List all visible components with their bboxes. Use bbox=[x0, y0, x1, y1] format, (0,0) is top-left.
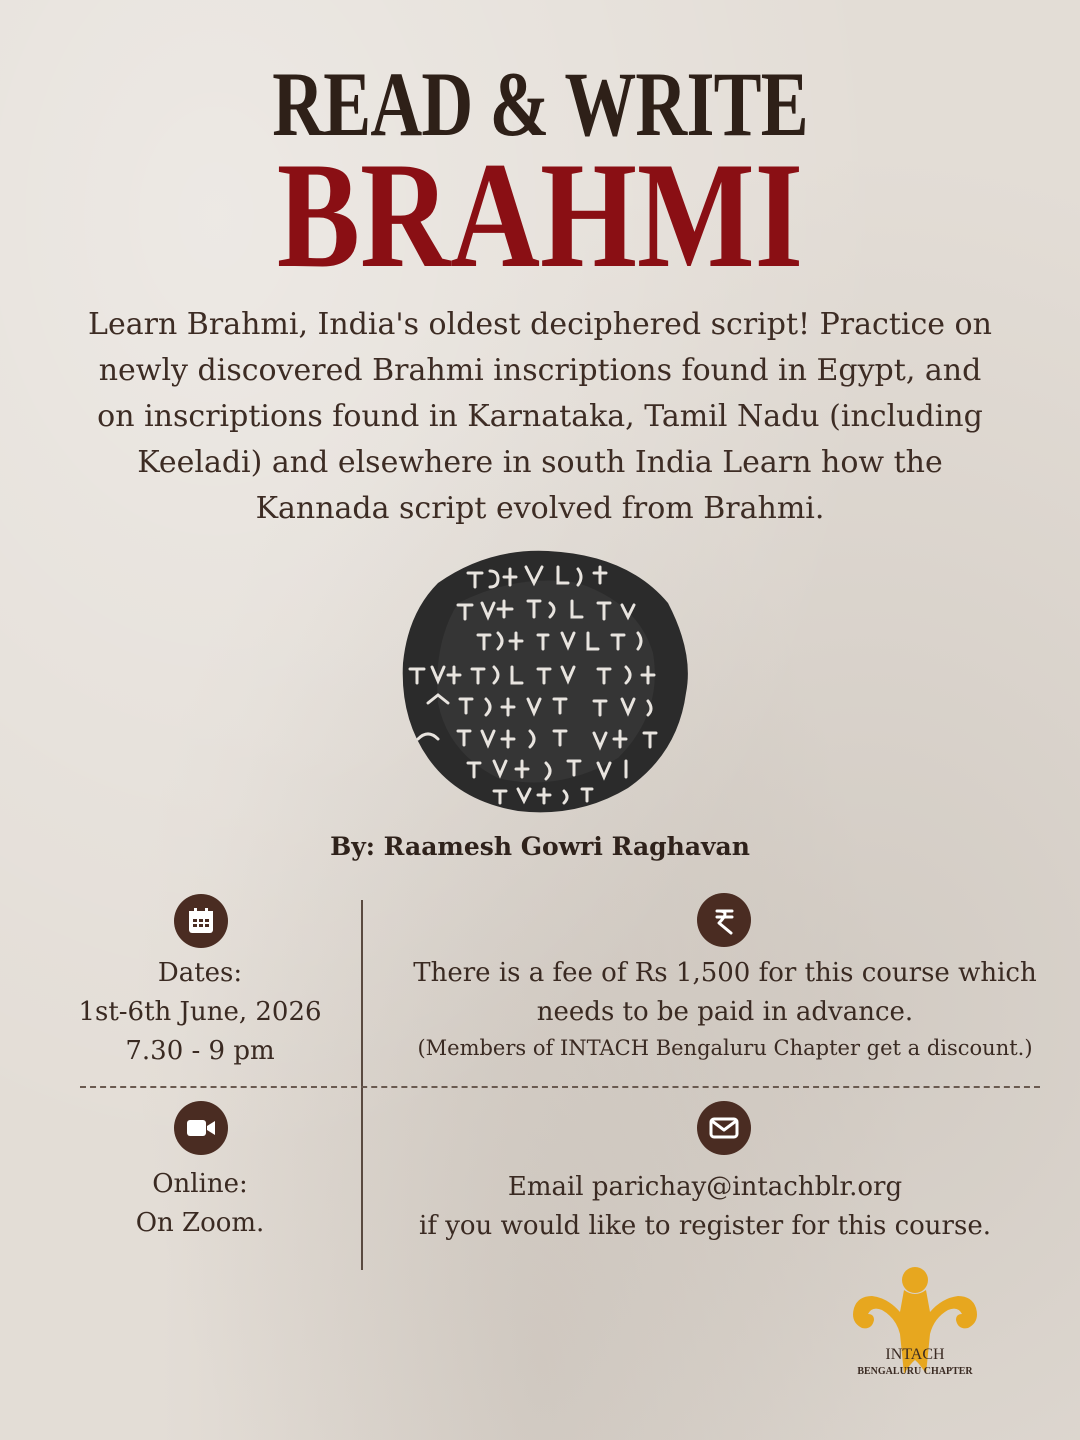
fee-line2: needs to be paid in advance. bbox=[536, 997, 914, 1027]
dates-block bbox=[40, 954, 360, 1071]
email-line1[interactable]: Email parichay@intachblr.org bbox=[507, 1172, 903, 1202]
page-title-line1: READ & WRITE bbox=[272, 53, 808, 155]
dates-range: 1st-6th June, 2026 bbox=[78, 997, 322, 1027]
email-line2: if you would like to register for this course. bbox=[419, 1211, 991, 1241]
fee-block bbox=[380, 954, 1070, 1064]
horizontal-divider bbox=[80, 1086, 1040, 1088]
envelope-icon bbox=[697, 1101, 751, 1155]
dates-time: 7.30 - 9 pm bbox=[125, 1036, 275, 1066]
fee-line1: There is a fee of Rs 1,500 for this course which bbox=[413, 958, 1037, 988]
email-block bbox=[380, 1168, 1030, 1246]
fee-note: (Members of INTACH Bengaluru Chapter get a discount.) bbox=[417, 1036, 1033, 1060]
logo-chapter: BENGALURU CHAPTER bbox=[857, 1366, 973, 1377]
brahmi-inscription-image bbox=[398, 543, 694, 819]
calendar-icon bbox=[174, 894, 228, 948]
rupee-icon bbox=[697, 893, 751, 947]
online-platform: On Zoom. bbox=[135, 1208, 265, 1238]
dates-label: Dates: bbox=[157, 958, 243, 988]
intro-paragraph: Learn Brahmi, India's oldest deciphered script! Practice on newly discovered Brahmi inscriptions found in Egypt, and on inscriptions found in Karnataka, Tamil Nadu (including Keeladi) and elsewhere in south India Learn how the Kannada script evolved from Brahmi. bbox=[88, 307, 992, 526]
logo-name: INTACH bbox=[885, 1346, 945, 1363]
intach-logo-icon bbox=[840, 1262, 990, 1412]
vertical-divider bbox=[361, 900, 363, 1270]
online-block bbox=[40, 1165, 360, 1243]
author-byline: By: Raamesh Gowri Raghavan bbox=[330, 832, 750, 861]
online-label: Online: bbox=[152, 1169, 248, 1199]
video-camera-icon bbox=[174, 1101, 228, 1155]
page-title-line2: BRAHMI bbox=[276, 131, 804, 299]
